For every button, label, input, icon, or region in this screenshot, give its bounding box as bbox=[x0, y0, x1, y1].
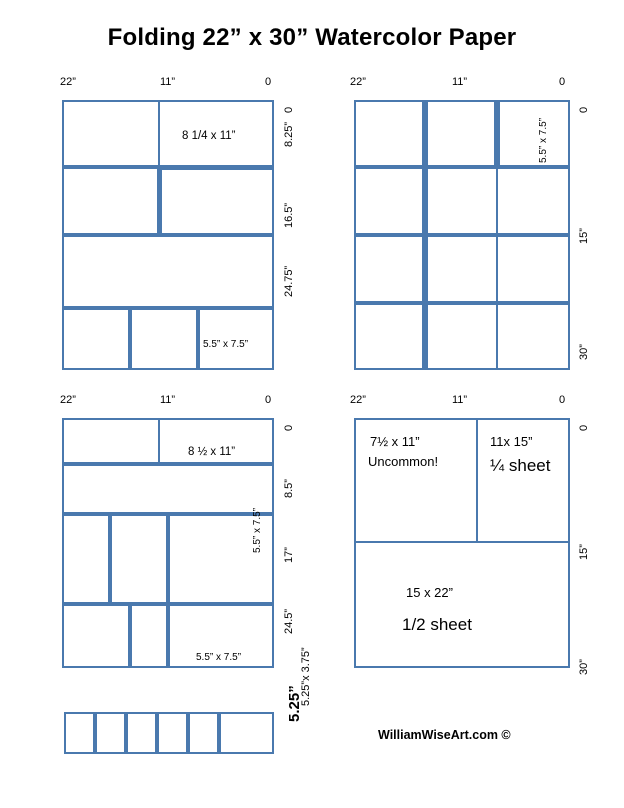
axis-label-top-right-22: 22” bbox=[350, 76, 366, 88]
axis-label-bottom-left-right-17: 17” bbox=[283, 547, 295, 563]
axis-label-top-left-0: 0 bbox=[265, 76, 272, 88]
axis-label-top-left-right-825: 8.25” bbox=[283, 121, 295, 147]
axis-label-bottom-right-right-15: 15” bbox=[578, 544, 590, 560]
axis-label-top-right-0: 0 bbox=[559, 76, 566, 88]
axis-label-top-left-22: 22” bbox=[60, 76, 76, 88]
axis-label-top-left-right-165: 16.5” bbox=[283, 202, 295, 228]
axis-label-bottom-right-22: 22” bbox=[350, 394, 366, 406]
panel-bottom-left bbox=[0, 380, 310, 700]
axis-label-top-left-right-0: 0 bbox=[283, 106, 295, 113]
axis-label-top-right-right-15: 15” bbox=[578, 228, 590, 244]
fold-col-row1 bbox=[62, 418, 160, 464]
axis-label-bottom-right-11: 11” bbox=[452, 394, 468, 406]
axis-label-bottom-left-22: 22” bbox=[60, 394, 76, 406]
fold-row3-cell-2 bbox=[110, 514, 168, 604]
fold-row4-cell-1 bbox=[62, 604, 130, 668]
fold-row-2 bbox=[62, 167, 274, 235]
credit-text: WilliamWiseArt.com © bbox=[378, 728, 511, 742]
accent-column-line-1 bbox=[422, 100, 428, 370]
label-5-5x7-5: 5.5” x 7.5” bbox=[203, 339, 249, 350]
label-5-5x7-5-rot: 5.5” x 7.5” bbox=[252, 507, 263, 553]
fold-row4-cell-2 bbox=[130, 604, 168, 668]
axis-label-top-left-right-2475: 24.75” bbox=[283, 265, 295, 297]
strip-cell-5 bbox=[188, 712, 219, 754]
axis-label-bottom-left-right-85: 8.5” bbox=[283, 479, 295, 498]
strip-cell-1 bbox=[64, 712, 95, 754]
strip-cell-3 bbox=[126, 712, 157, 754]
accent-vertical-line bbox=[157, 167, 162, 237]
panel-bottom-right bbox=[312, 380, 624, 700]
label-quarter-sheet: ¼ sheet bbox=[490, 456, 551, 475]
label-uncommon-note: Uncommon! bbox=[368, 454, 439, 469]
strip-label-width: 5.25” bbox=[286, 685, 303, 722]
fold-row-3 bbox=[62, 235, 274, 308]
label-5-5x7-5: 5.5” x 7.5” bbox=[538, 117, 549, 163]
fold-col-1 bbox=[354, 100, 426, 370]
label-half-size: 15 x 22” bbox=[406, 585, 453, 600]
axis-label-bottom-right-0: 0 bbox=[559, 394, 566, 406]
fold-col-2 bbox=[426, 100, 498, 370]
axis-label-bottom-left-right-0: 0 bbox=[283, 424, 295, 431]
label-5-5x7-5: 5.5” x 7.5” bbox=[196, 652, 242, 663]
axis-label-bottom-right-right-0: 0 bbox=[578, 424, 590, 431]
axis-label-bottom-left-right-245: 24.5” bbox=[283, 608, 295, 634]
fold-bottom-cell-1 bbox=[62, 308, 130, 370]
axis-label-top-right-right-0: 0 bbox=[578, 106, 590, 113]
accent-column-line-2 bbox=[494, 100, 500, 167]
label-8-25x11: 8 1/4 x 11” bbox=[182, 130, 236, 142]
axis-label-bottom-left-11: 11” bbox=[160, 394, 176, 406]
label-uncommon-size: 7½ x 11” bbox=[370, 434, 420, 449]
strip-cell-6 bbox=[219, 712, 274, 754]
accent-horizontal-line bbox=[157, 165, 274, 170]
axis-label-bottom-left-0: 0 bbox=[265, 394, 272, 406]
strip-label-dimensions: 5.25”x 3.75” bbox=[300, 647, 312, 706]
strip-cell-2 bbox=[95, 712, 126, 754]
fold-bottom-cell-2 bbox=[130, 308, 198, 370]
axis-label-bottom-right-right-30: 30” bbox=[578, 659, 590, 675]
axis-label-top-right-right-30: 30” bbox=[578, 344, 590, 360]
panel-top-right bbox=[312, 0, 624, 380]
label-8-5x11: 8 ½ x 11” bbox=[188, 446, 236, 458]
strip-cell-4 bbox=[157, 712, 188, 754]
axis-label-top-left-11: 11” bbox=[160, 76, 176, 88]
fold-col-row1 bbox=[62, 100, 160, 167]
label-half-sheet: 1/2 sheet bbox=[402, 615, 472, 634]
fold-row-2 bbox=[62, 464, 274, 514]
axis-label-top-right-11: 11” bbox=[452, 76, 468, 88]
fold-row3-cell-1 bbox=[62, 514, 110, 604]
panel-top-left bbox=[0, 0, 310, 380]
label-quarter-size: 11x 15” bbox=[490, 434, 533, 449]
page-title: Folding 22” x 30” Watercolor Paper bbox=[107, 24, 517, 51]
